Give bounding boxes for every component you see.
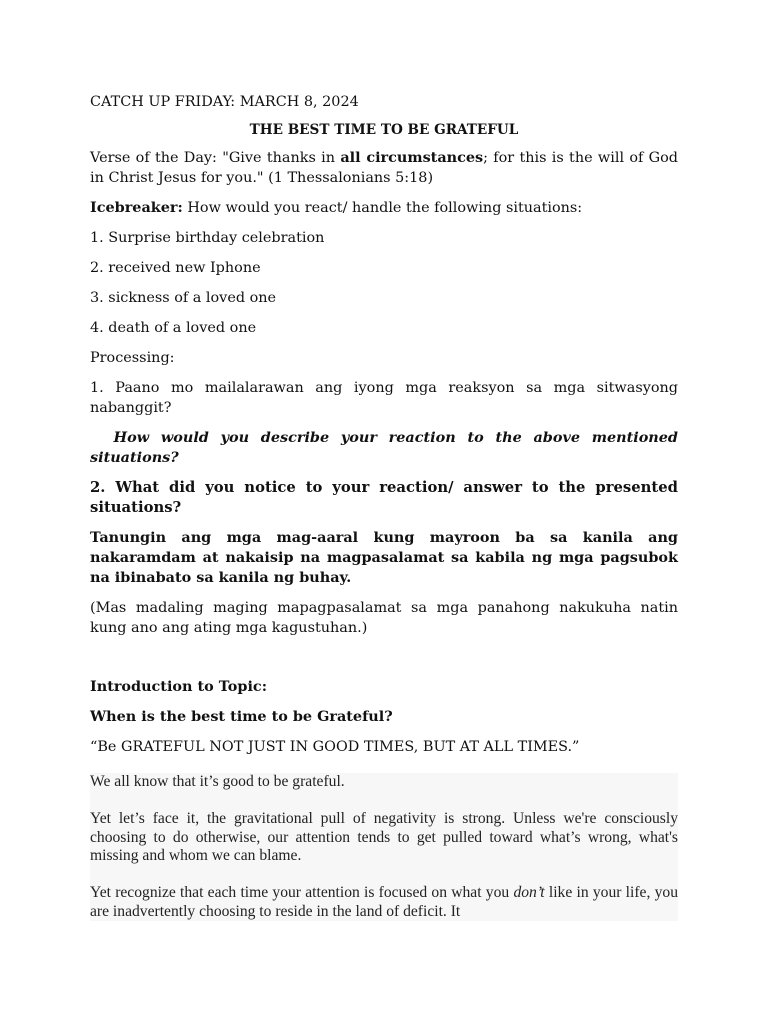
- processing-question-1-tagalog: 1. Paano mo mailalarawan ang iyong mga reaksyon sa mga sitwasyong nabanggit?: [90, 380, 678, 416]
- introduction-quote: “Be GRATEFUL NOT JUST IN GOOD TIMES, BUT AT ALL TIMES.”: [90, 739, 580, 755]
- icebreaker-item: 1. Surprise birthday celebration: [90, 230, 325, 246]
- verse-of-the-day: [90, 148, 678, 188]
- icebreaker-item: 3. sickness of a loved one: [90, 290, 277, 306]
- document-title: THE BEST TIME TO BE GRATEFUL: [249, 122, 519, 138]
- article-paragraph-2: Yet let’s face it, the gravitational pull of negativity is strong. Unless we're consciously choosing to do otherwise, our attention tends to get pulled toward what’s wrong, what's missing and whom we can blame.: [90, 810, 678, 864]
- icebreaker-label: Icebreaker:: [90, 199, 183, 216]
- processing-question-1-english-text: How would you describe your reaction to the above mentioned situations?: [90, 429, 678, 466]
- article-p3-before: Yet recognize that each time your attention is focused on what you: [90, 884, 514, 901]
- paragraph-gap: [90, 866, 678, 885]
- icebreaker-text: How would you react/ handle the following situations:: [182, 200, 583, 216]
- processing-question-2: 2. What did you notice to your reaction/ answer to the presented situations?: [90, 479, 678, 516]
- document-page: [90, 92, 678, 921]
- date-line: CATCH UP FRIDAY: MARCH 8, 2024: [90, 94, 359, 110]
- icebreaker-prompt: [90, 198, 678, 218]
- processing-note: (Mas madaling maging mapagpasalamat sa mga panahong nakukuha natin kung ano ang ating mga kagustuhan.): [90, 600, 678, 636]
- processing-question-1-english: [90, 428, 678, 468]
- article-p3-emphasis: don’t: [513, 884, 545, 901]
- article-paragraph-3: [90, 884, 678, 921]
- verse-prefix: Verse of the Day: "Give thanks in: [90, 150, 341, 166]
- verse-suffix: ; for this is the will of God in Christ Jesus for you." (1 Thessalonians 5:18): [90, 150, 678, 186]
- icebreaker-item: 4. death of a loved one: [90, 320, 257, 336]
- article-paragraph-1: We all know that it’s good to be grateful.: [90, 773, 345, 790]
- article-p3-after: like in your life, you are inadvertently choosing to reside in the land of deficit. It: [90, 884, 678, 920]
- paragraph-gap: [90, 792, 678, 811]
- processing-label: Processing:: [90, 350, 175, 366]
- introduction-label: Introduction to Topic:: [90, 678, 268, 695]
- article-excerpt: [90, 773, 678, 921]
- verse-emphasis: all circumstances: [340, 149, 484, 166]
- processing-instruction: Tanungin ang mga mag-aaral kung mayroon ba sa kanila ang nakaramdam at nakaisip na magpasalamat sa kabila ng mga pagsubok na ibinabato sa kanila ng buhay.: [90, 529, 678, 586]
- icebreaker-item: 2. received new Iphone: [90, 260, 261, 276]
- section-spacer: [90, 638, 678, 677]
- introduction-question: When is the best time to be Grateful?: [90, 708, 393, 725]
